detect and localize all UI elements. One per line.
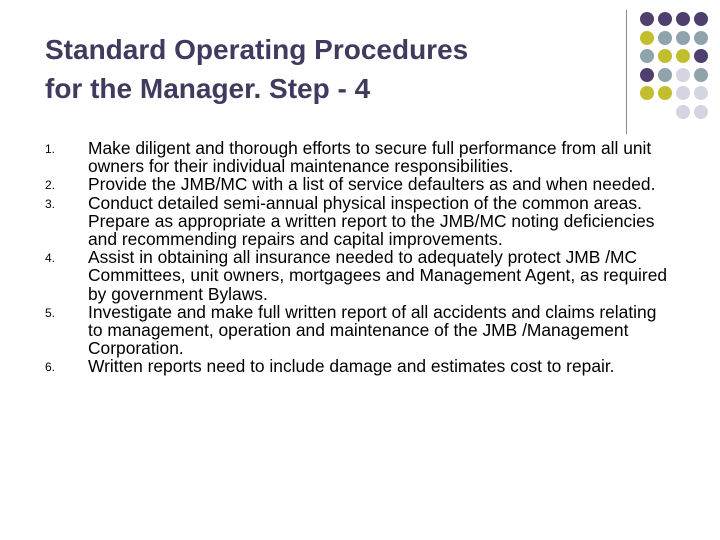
decorative-dot [640,86,654,100]
decorative-divider [626,10,627,134]
step-text: Assist in obtaining all insurance needed to adequately protect JMB /MC Committees, unit owners, mortgagees and Management Agent, as required by government Bylaws. [88,247,668,304]
decorative-dot [694,12,708,26]
procedure-step [45,248,675,303]
decorative-dot [658,49,672,63]
step-number: 5. [45,305,56,320]
decorative-dot [676,105,690,119]
decorative-dot [640,12,654,26]
procedure-steps-list [45,139,675,376]
procedure-step [45,194,675,249]
slide-title-line-1: Standard Operating Procedures [45,34,469,65]
step-number: 1. [45,142,56,156]
step-number: 2. [45,178,56,193]
decorative-dot [676,86,690,100]
step-text: Written reports need to include damage and estimates cost to repair. [88,356,615,377]
step-text: Conduct detailed semi-annual physical inspection of the common areas. Prepare as appropriate a written report to the JMB/MC noting deficiencies and recommending repairs and capital improvements. [88,192,655,250]
decorative-dot [658,12,672,26]
slide-title-line-2: for the Manager. Step - 4 [45,73,371,104]
decorative-dot [640,49,654,63]
decorative-dot [694,86,708,100]
step-text: Investigate and make full written report of all accidents and claims relating to management, operation and maintenance of the JMB /Management Corporation. [88,301,657,359]
procedure-step [45,357,675,375]
step-number: 3. [45,196,56,211]
step-number: 4. [45,251,56,266]
decorative-dot [676,31,690,45]
step-text: Make diligent and thorough efforts to secure full performance from all unit owners for their individual maintenance responsibilities. [88,138,652,177]
decorative-dot [694,31,708,45]
step-number: 6. [45,360,56,375]
decorative-dot [658,68,672,82]
decorative-dot [694,105,708,119]
slide-title [45,30,605,108]
decorative-dot [640,68,654,82]
decorative-dot [658,86,672,100]
decorative-dot [676,12,690,26]
decorative-dot [676,49,690,63]
decorative-dot [658,31,672,45]
procedure-step [45,139,675,175]
decorative-dot [694,68,708,82]
decorative-dot [640,31,654,45]
procedure-step [45,303,675,358]
procedure-step [45,175,675,193]
step-text: Provide the JMB/MC with a list of service defaulters as and when needed. [88,174,656,195]
decorative-dot [694,49,708,63]
decorative-dot [676,68,690,82]
